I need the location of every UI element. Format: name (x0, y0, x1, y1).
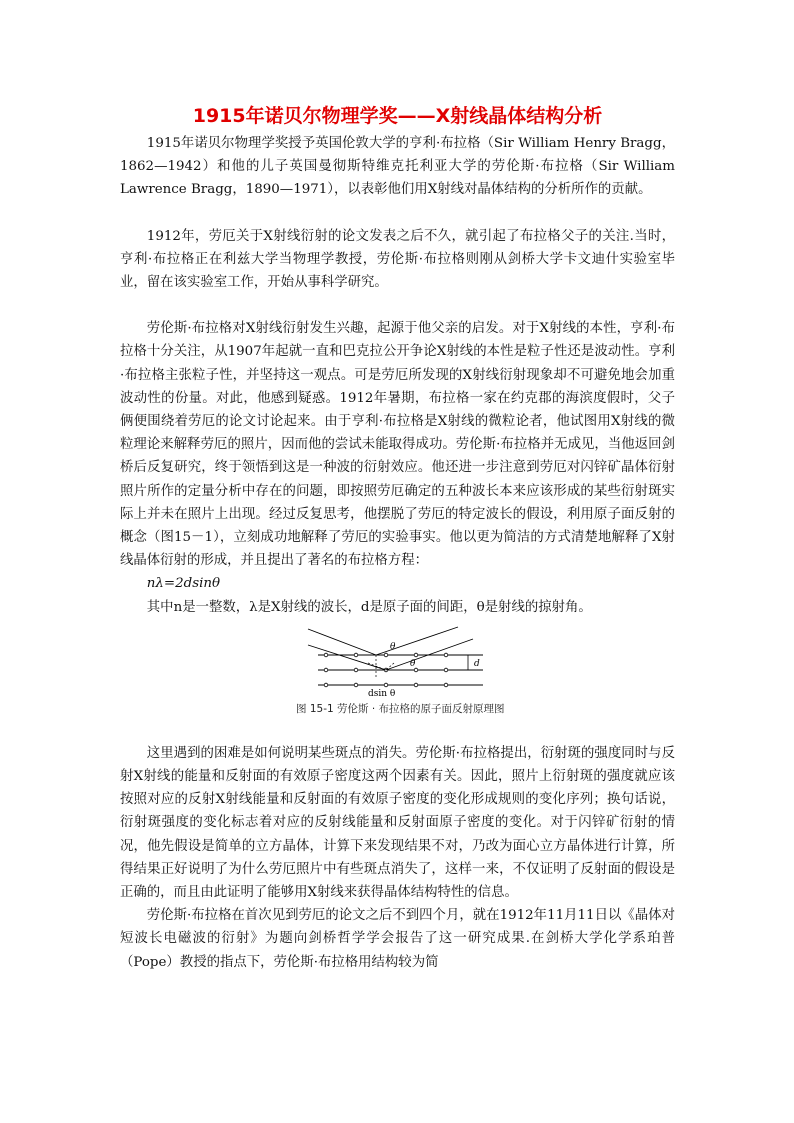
bragg-diagram (298, 625, 498, 699)
paragraph-discovery: 劳伦斯·布拉格对X射线衍射发生兴趣，起源于他父亲的启发。对于X射线的本性，亨利·布拉格十分关注，从1907年起就一直和巴克拉公开争论X射线的本性是粒子性还是波动性。亨利·布拉格主张粒子性，并坚持这一观点。可是劳厄所发现的X射线衍射现象却不可避免地会加重波动性的份量。对此，他感到疑惑。1912年暑期，布拉格一家在约克郡的海滨度假时，父子俩便围绕着劳厄的论文讨论起来。由于亨利·布拉格是X射线的微粒论者，他试图用X射线的微粒理论来解释劳厄的照片，因而他的尝试未能取得成功。劳伦斯·布拉格并无成见，当他返回剑桥后反复研究，终于领悟到这是一种波的衍射效应。他还进一步注意到劳厄对闪锌矿晶体衍射照片所作的定量分析中存在的问题，即按照劳厄确定的五种波长本来应该形成的某些衍射斑实际上并未在照片上出现。经过反复思考，他摆脱了劳厄的特定波长的假设，利用原子面反射的概念（图15－1），立刻成功地解释了劳厄的实验事实。他以更为简洁的方式清楚地解释了X射线晶体衍射的形成，并且提出了著名的布拉格方程： (120, 321, 675, 569)
incident-ray-line (308, 629, 376, 655)
reflected-ray-line (376, 627, 458, 655)
bragg-diagram-figure (120, 625, 675, 717)
theta-label: θ (389, 641, 395, 652)
paragraph-intro: 1915年诺贝尔物理学奖授予英国伦敦大学的亨利·布拉格（Sir William Henry Bragg，1862—1942）和他的儿子英国曼彻斯特维克托利亚大学的劳伦斯·布拉格（Sir William Lawrence Bragg，1890—1971），以表彰他们用X射线对晶体结构的分析所作的贡献。 (120, 136, 675, 198)
theta-label: θ (409, 658, 415, 669)
paragraph-intensity: 这里遇到的困难是如何说明某些斑点的消失。劳伦斯·布拉格提出，衍射斑的强度同时与反射X射线的能量和反射面的有效原子密度这两个因素有关。因此，照片上衍射斑的强度就应该按照对应的反射X射线能量和反射面的有效原子密度的变化形成规则的变化序列；换句话说，衍射斑强度的变化标志着对应的反射线能量和反射面原子密度的变化。对于闪锌矿衍射的情况，他先假设是简单的立方晶体，计算下来发现结果不对，乃改为面心立方晶体进行计算，所得结果正好说明了为什么劳厄照片中有些斑点消失了，这样一来，不仅证明了反射面的假设是正确的，而且由此证明了能够用X射线来获得晶体结构特性的信息。 (120, 745, 675, 901)
incident-ray-line (308, 645, 386, 670)
path-difference-line (368, 663, 386, 670)
paragraph-gap (120, 294, 675, 317)
paragraph-equation-terms: 其中n是一整数，λ是X射线的波长，d是原子面的间距，θ是射线的掠射角。 (146, 599, 592, 615)
paragraph-gap (120, 717, 675, 742)
document-page (120, 102, 675, 974)
figure-caption: 图 15-1 劳伦斯 · 布拉格的原子面反射原理图 (296, 702, 505, 715)
paragraph-report: 劳伦斯·布拉格在首次见到劳厄的论文之后不到四个月，就在1912年11月11日以《晶体对短波长电磁波的衍射》为题向剑桥哲学学会报告了这一研究成果.在剑桥大学化学系珀普（Pope）教授的指点下，劳伦斯·布拉格用结构较为简 (120, 908, 675, 970)
dsin-label: dsin θ (367, 688, 395, 699)
d-label: d (473, 658, 480, 669)
bragg-equation: nλ=2dsinθ (146, 576, 221, 592)
document-title: 1915年诺贝尔物理学奖——X射线晶体结构分析 (192, 105, 603, 127)
paragraph-background: 1912年，劳厄关于X射线衍射的论文发表之后不久，就引起了布拉格父子的关注.当时，亨利·布拉格正在利兹大学当物理学教授，劳伦斯·布拉格则刚从剑桥大学卡文迪什实验室毕业，留在该实验室工作，开始从事科学研究。 (120, 228, 675, 291)
reflected-ray-line (386, 639, 473, 670)
paragraph-gap (120, 202, 675, 225)
